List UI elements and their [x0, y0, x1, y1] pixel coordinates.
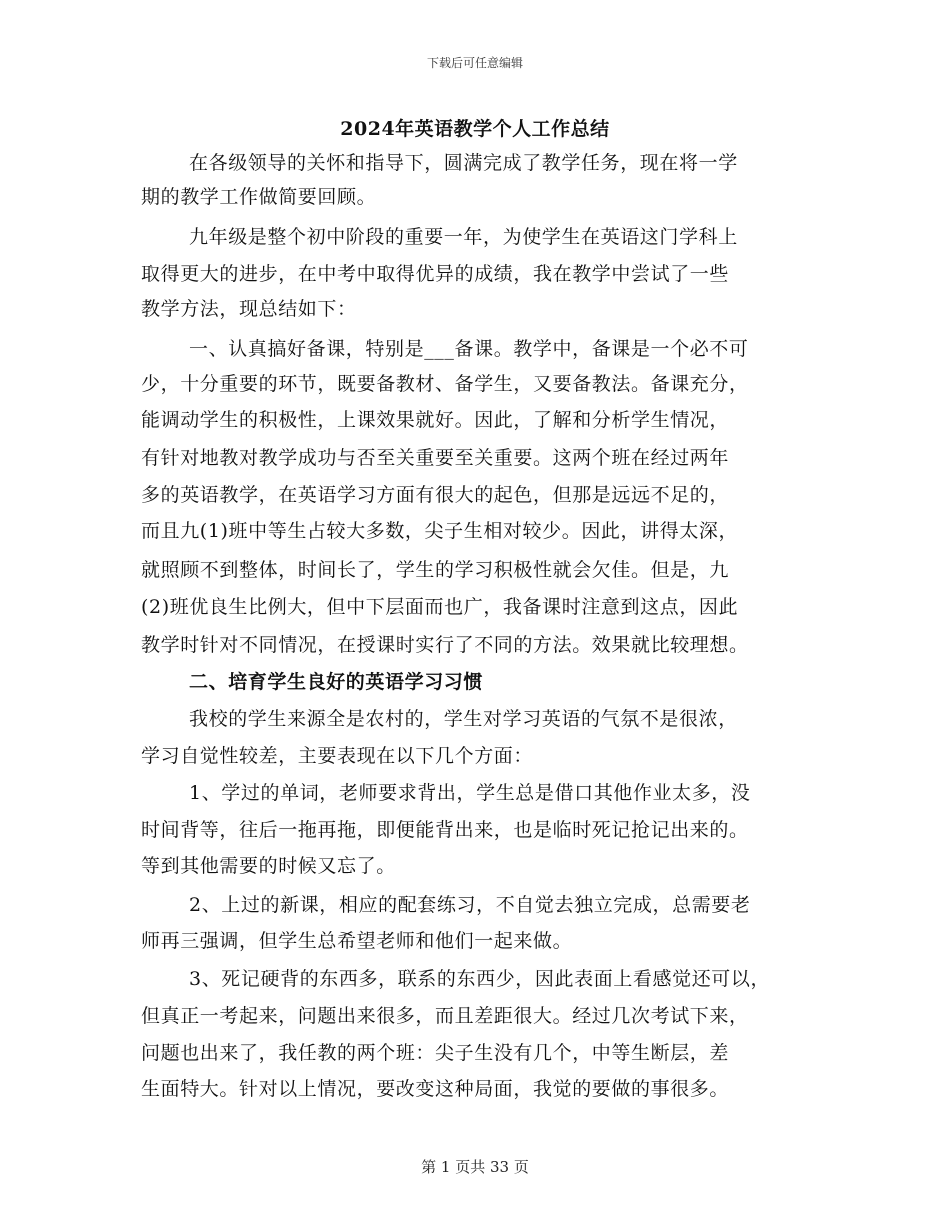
- paragraph-line: 生面特大。针对以上情况，要改变这种局面，我觉的要做的事很多。: [141, 1078, 730, 1100]
- paragraph-line: 取得更大的进步，在中考中取得优异的成绩，我在教学中尝试了一些: [141, 263, 730, 285]
- paragraph-line: 2、上过的新课，相应的配套练习，不自觉去独立完成，总需要老: [189, 894, 751, 916]
- paragraph-line: 就照顾不到整体，时间长了，学生的学习积极性就会欠佳。但是，九: [141, 559, 730, 581]
- paragraph-line: 3、死记硬背的东西多，联系的东西少，因此表面上看感觉还可以，: [189, 968, 771, 990]
- paragraph-line: 等到其他需要的时候又忘了。: [141, 855, 396, 877]
- paragraph-line: 师再三强调，但学生总希望老师和他们一起来做。: [141, 930, 573, 952]
- header-note: 下载后可任意编辑: [426, 56, 523, 70]
- paragraph-line: 少，十分重要的环节，既要备教材、备学生，又要备教法。备课充分，: [141, 373, 749, 395]
- paragraph-line: 而且九(1)班中等生占较大多数，尖子生相对较少。因此，讲得太深，: [141, 520, 739, 542]
- paragraph-line: 学习自觉性较差，主要表现在以下几个方面：: [141, 745, 534, 767]
- paragraph-line: 一、认真搞好备课，特别是___备课。教学中，备课是一个必不可: [189, 338, 749, 360]
- paragraph-line: 期的教学工作做简要回顾。: [141, 186, 377, 208]
- document-title: 2024年英语教学个人工作总结: [340, 118, 610, 140]
- paragraph-line: 1、学过的单词，老师要求背出，学生总是借口其他作业太多，没: [189, 782, 751, 804]
- paragraph-line: 能调动学生的积极性，上课效果就好。因此，了解和分析学生情况，: [141, 409, 730, 431]
- section-heading: 二、培育学生良好的英语学习习惯: [189, 671, 484, 693]
- paragraph-line: 问题也出来了，我任教的两个班：尖子生没有几个，中等生断层，差: [141, 1042, 730, 1064]
- paragraph-line: 九年级是整个初中阶段的重要一年，为使学生在英语这门学科上: [189, 226, 738, 248]
- paragraph-line: 在各级领导的关怀和指导下，圆满完成了教学任务，现在将一学: [189, 152, 738, 174]
- paragraph-line: 我校的学生来源全是农村的，学生对学习英语的气氛不是很浓，: [189, 708, 738, 730]
- paragraph-line: 有针对地教对教学成功与否至关重要至关重要。这两个班在经过两年: [141, 447, 730, 469]
- paragraph-line: 时间背等，往后一拖再拖，即便能背出来，也是临时死记抢记出来的。: [141, 819, 749, 841]
- paragraph-line: 多的英语教学，在英语学习方面有很大的起色，但那是远远不足的，: [141, 484, 730, 506]
- paragraph-line: 但真正一考起来，问题出来很多，而且差距很大。经过几次考试下来，: [141, 1005, 749, 1027]
- paragraph-line: 教学时针对不同情况，在授课时实行了不同的方法。效果就比较理想。: [141, 634, 749, 656]
- page-number: 第 1 页共 33 页: [421, 1158, 529, 1176]
- paragraph-line: (2)班优良生比例大，但中下层面而也广，我备课时注意到这点，因此: [141, 596, 739, 618]
- paragraph-line: 教学方法，现总结如下：: [141, 298, 357, 320]
